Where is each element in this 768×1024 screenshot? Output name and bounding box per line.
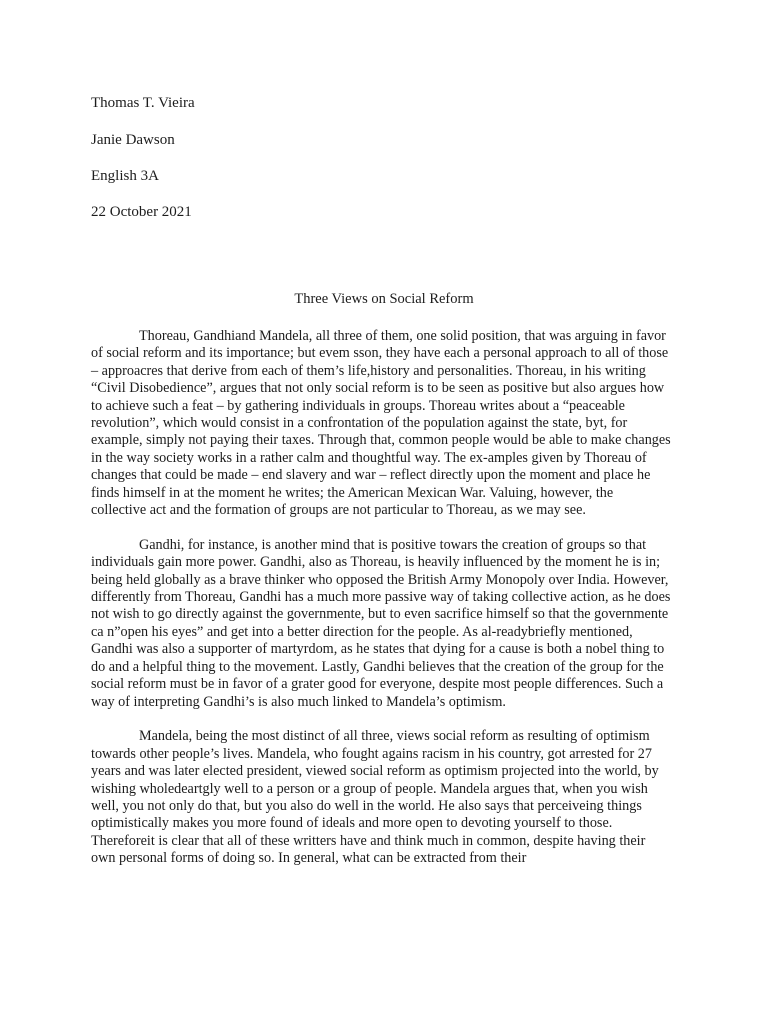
essay-body — [91, 328, 671, 885]
course-name: English 3A — [91, 168, 159, 184]
paragraph-mandela: Mandela, being the most distinct of all three, views social reform as resulting of optimism towards other people’s lives. Mandela, who fought agains racism in his country, got arrested for 27 years and was later elected president, viewed social reform as optimism projected into the world, by wishing wholedeartgly well to a person or a group of people. Mandela argues that, when you wish well, you not only do that, but you also do well in the world. He also says that perceiveing things optimistically makes you more found of ideals and more open to devoting yourself to those. Thereforeit is clear that all of these writters have and think much in common, despite having their own personal forms of doing so. In general, what can be extracted from their — [91, 728, 659, 867]
document-date: 22 October 2021 — [91, 204, 192, 220]
essay-title: Three Views on Social Reform — [294, 291, 474, 307]
paragraph-thoreau: Thoreau, Gandhiand Mandela, all three of them, one solid position, that was arguing in favor of social reform and its importance; but evem sson, they have each a personal approach to all of those – approacres that derive from each of them’s life,history and personalities. Thoreau, in his writing “Civil Disobedience”, argues that not only social reform is to be seen as positive but also argues how to achieve such a feat – by gathering individuals in groups. Thoreau writes about a “peaceable revolution”, which would consist in a confrontation of the population against the state, byt, for example, simply not paying their taxes. Through that, common people would be able to make changes in the way society works in a rather calm and thoughtful way. The ex-amples given by Thoreau of changes that could be made – end slavery and war – reflect directly upon the moment and place he finds himself in at the moment he writes; the American Mexican War. Valuing, however, the collective act and the formation of groups are not particular to Thoreau, as we may see. — [91, 328, 671, 519]
paragraph-gandhi: Gandhi, for instance, is another mind that is positive towars the creation of groups so that individuals gain more power. Gandhi, also as Thoreau, is heavily influenced by the moment he is in; being held globally as a brave thinker who opposed the British Army Monopoly over India. However, differently from Thoreau, Gandhi has a much more passive way of taking collective action, as he does not wish to go directly against the governmente, but to even sacrifice himself so that the governmente ca n”open his eyes” and get into a better direction for the people. As al-readybriefly mentioned, Gandhi was also a supporter of martyrdom, as he states that dying for a cause is both a nobel thing to do and a helpful thing to the movement. Lastly, Gandhi believes that the creation of the group for the social reform must be in favor of a grater good for everyone, despite most people differences. Such a way of interpreting Gandhi’s is also much linked to Mandela’s optimism. — [91, 536, 671, 710]
teacher-name: Janie Dawson — [91, 132, 175, 148]
student-name: Thomas T. Vieira — [91, 95, 195, 111]
